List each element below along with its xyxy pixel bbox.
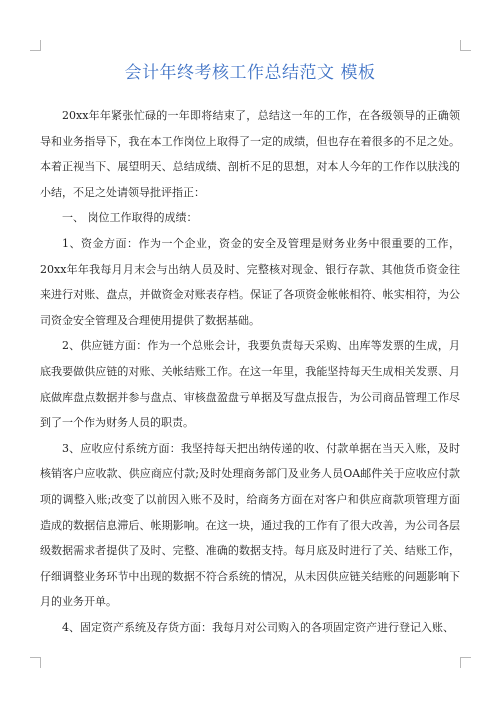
crop-mark-top-left [30,40,41,51]
crop-mark-bottom-left [30,657,41,668]
crop-mark-bottom-right [460,657,471,668]
document-body [40,103,460,640]
document-title: 会计年终考核工作总结范文 模板 [124,63,376,83]
paragraph-supply-chain: 2、供应链方面：作为一个总账会计，我要负责每天采购、出库等发票的生成，月底我要做供应链的对账、关帐结账工作。在这一年里，我能坚持每天生成相关发票、月底做库盘点数据并参与盘点、审核盘盈盘亏单据及写盘点报告，为公司商品管理工作尽到了一个作为财务人员的职责。 [40,339,460,430]
paragraph-funds: 1、资金方面：作为一个企业，资金的安全及管理是财务业务中很重要的工作，20xx年年我每月月末会与出纳人员及时、完整核对现金、银行存款、其他货币资金往来进行对账、盘点，并做资金对账表存档。保证了各项资金帐帐相符、帐实相符，为公司资金安全管理及合理使用提供了数据基础。 [40,236,460,327]
paragraph-receivables-payables: 3、应收应付系统方面：我坚持每天把出纳传递的收、付款单据在当天入账，及时核销客户应收款、供应商应付款;及时处理商务部门及业务人员OA邮件关于应收应付款项的调整入账;改变了以前因入账不及时，给商务方面在对客户和供应商款项管理方面造成的数据信息滞后、帐期影响。在这一块，通过我的工作有了很大改善，为公司各层级数据需求者提供了及时、完整、准确的数据支持。每月底及时进行了关、结账工作，仔细调整业务环节中出现的数据不符合系统的情况，从未因供应链关结账的问题影响下月的业务开单。 [40,441,460,609]
paragraph-fixed-assets: 4、固定资产系统及存货方面：我每月对公司购入的各项固定资产进行登记入账、 [62,620,454,634]
crop-mark-top-right [460,40,471,51]
intro-paragraph: 20xx年年紧张忙碌的一年即将结束了，总结这一年的工作，在各级领导的正确领导和业务指导下，我在本工作岗位上取得了一定的成绩，但也存在着很多的不足之处。本着正视当下、展望明天、总结成绩、剖析不足的思想，对本人今年的工作作以肤浅的小结，不足之处请领导批评指正： [40,109,460,199]
section-heading: 一、 岗位工作取得的成绩： [62,211,198,225]
